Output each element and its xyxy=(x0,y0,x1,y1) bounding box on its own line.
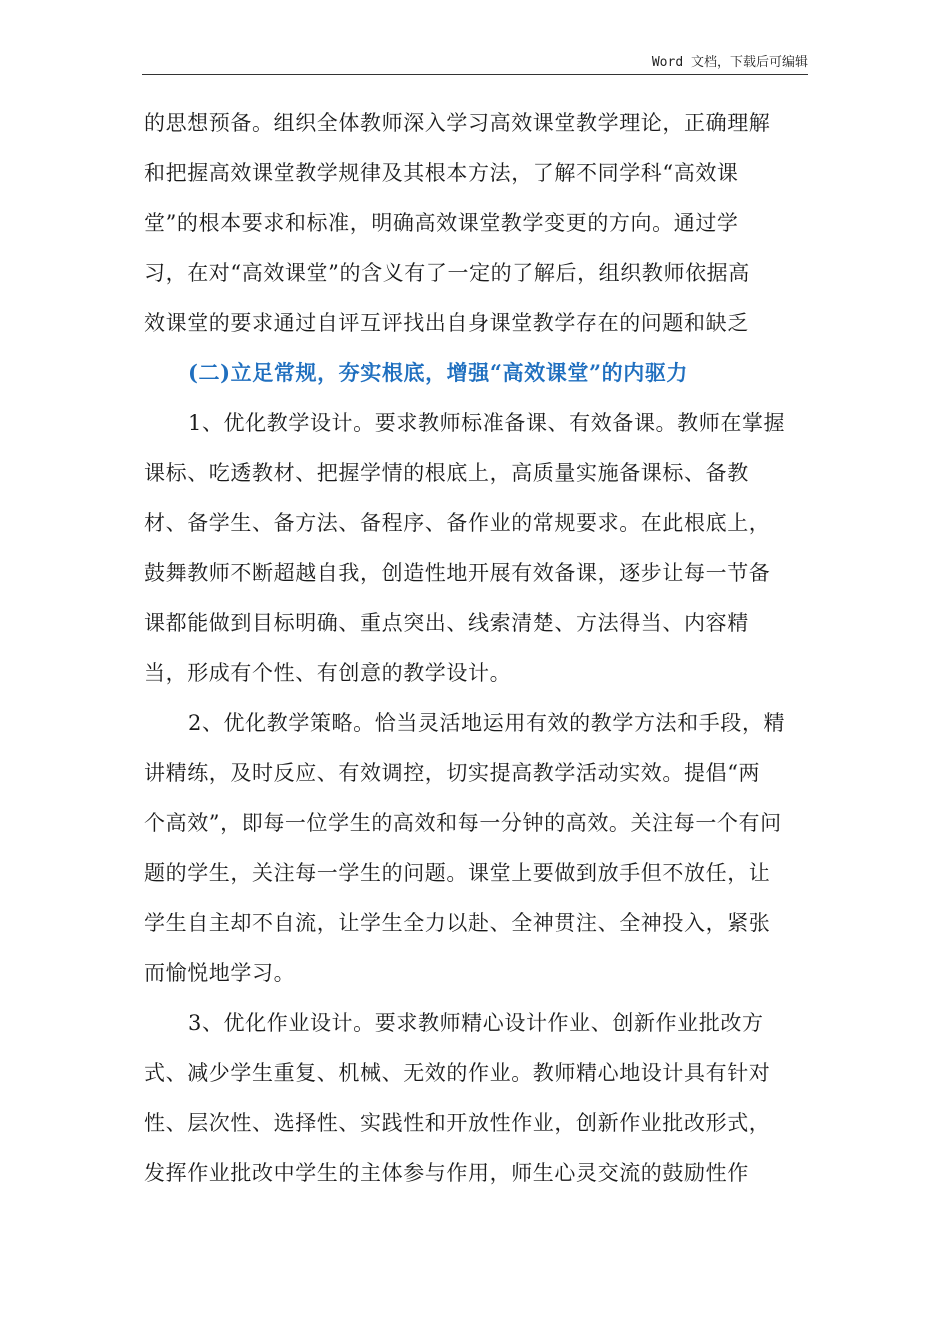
text-line: 1、优化教学设计。要求教师标准备课、有效备课。教师在掌握 xyxy=(188,411,786,435)
text-line: 而愉悦地学习。 xyxy=(144,961,296,985)
text-line: 鼓舞教师不断超越自我，创造性地开展有效备课，逐步让每一节备 xyxy=(144,561,771,585)
text-line: 讲精练，及时反应、有效调控，切实提高教学活动实效。提倡“两 xyxy=(144,761,761,785)
text-line: 和把握高效课堂教学规律及其根本方法，了解不同学科“高效课 xyxy=(144,161,739,185)
text-line: 式、减少学生重复、机械、无效的作业。教师精心地设计具有针对 xyxy=(144,1061,771,1085)
text-line: 2、优化教学策略。恰当灵活地运用有效的教学方法和手段，精 xyxy=(188,711,786,735)
text-line: 题的学生，关注每一学生的问题。课堂上要做到放手但不放任，让 xyxy=(144,861,771,885)
page-header xyxy=(142,52,808,75)
document-body xyxy=(144,98,810,1198)
text-line: 材、备学生、备方法、备程序、备作业的常规要求。在此根底上， xyxy=(144,511,771,535)
text-line: 课都能做到目标明确、重点突出、线索清楚、方法得当、内容精 xyxy=(144,611,749,635)
text-line: 效课堂的要求通过自评互评找出自身课堂教学存在的问题和缺乏 xyxy=(144,311,749,335)
text-line: 当，形成有个性、有创意的教学设计。 xyxy=(144,661,512,685)
text-line: 发挥作业批改中学生的主体参与作用，师生心灵交流的鼓励性作 xyxy=(144,1161,749,1185)
text-line: 性、层次性、选择性、实践性和开放性作业，创新作业批改形式， xyxy=(144,1111,771,1135)
text-line: 的思想预备。组织全体教师深入学习高效课堂教学理论，正确理解 xyxy=(144,111,771,135)
text-line: 学生自主却不自流，让学生全力以赴、全神贯注、全神投入，紧张 xyxy=(144,911,771,935)
header-text: Word 文档，下载后可编辑 xyxy=(651,55,808,70)
text-line: 3、优化作业设计。要求教师精心设计作业、创新作业批改方 xyxy=(188,1011,764,1035)
text-line: 课标、吃透教材、把握学情的根底上，高质量实施备课标、备教 xyxy=(144,461,749,485)
section-heading: (二)立足常规，夯实根底，增强“高效课堂”的内驱力 xyxy=(188,360,689,385)
text-line: 堂”的根本要求和标准，明确高效课堂教学变更的方向。通过学 xyxy=(144,211,739,235)
text-line: 个高效”，即每一位学生的高效和每一分钟的高效。关注每一个有问 xyxy=(144,811,782,835)
text-line: 习，在对“高效课堂”的含义有了一定的了解后，组织教师依据高 xyxy=(144,261,750,285)
